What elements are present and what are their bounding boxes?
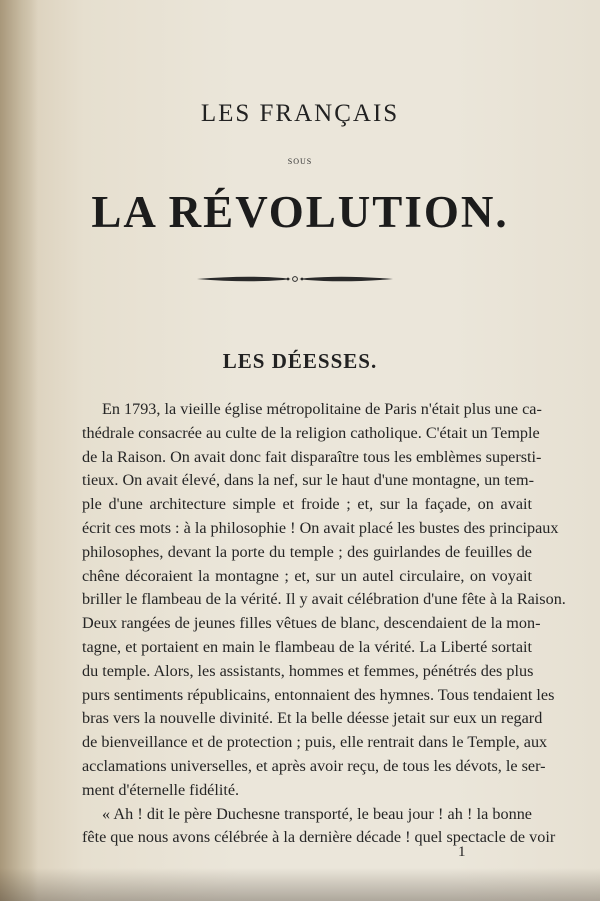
text-line: chêne décoraient la montagne ; et, sur un autel circulaire, on voyait	[82, 566, 532, 585]
page-number: 1	[458, 844, 466, 860]
text-line: briller le flambeau de la vérité. Il y avait célébration d'une fête à la Raison.	[82, 590, 566, 609]
text-line: fête que nous avons célébrée à la dernière décade ! quel spectacle de voir	[82, 828, 556, 847]
page-gutter	[0, 0, 38, 901]
text-line: du temple. Alors, les assistants, hommes et femmes, pénétrés des plus	[82, 661, 534, 680]
page-edge-shadow	[0, 868, 600, 901]
text-line: thédrale consacrée au culte de la religion catholique. C'était un Temple	[82, 423, 540, 442]
text-line: Deux rangées de jeunes filles vêtues de blanc, descendaient de la mon-	[82, 614, 541, 633]
series-title: LES FRANÇAIS	[200, 100, 400, 127]
body-paragraphs	[82, 398, 566, 850]
text-line: acclamations universelles, et après avoir reçu, de tous les dévots, le ser-	[82, 756, 546, 775]
text-line: purs sentiments républicains, entonnaient des hymnes. Tous tendaient les	[82, 685, 555, 704]
ornament-divider-icon	[195, 272, 395, 286]
text-line: En 1793, la vieille église métropolitaine de Paris n'était plus une ca-	[102, 400, 542, 418]
text-line: ple d'une architecture simple et froide ; et, sur la façade, on avait	[82, 495, 532, 514]
text-line: philosophes, devant la porte du temple ; des guirlandes de feuilles de	[82, 542, 532, 561]
section-title: LES DÉESSES.	[222, 349, 378, 373]
text-line: écrit ces mots : à la philosophie ! On avait placé les bustes des principaux	[82, 518, 559, 537]
title-connector: SOUS	[287, 157, 313, 166]
text-line: tagne, et portaient en main le flambeau de la vérité. La Liberté sortait	[82, 637, 532, 656]
text-line: « Ah ! dit le père Duchesne transporté, le beau jour ! ah ! la bonne	[102, 804, 532, 823]
text-line: ment d'éternelle fidélité.	[82, 780, 240, 799]
text-line: de la Raison. On avait donc fait disparaître tous les emblèmes supersti-	[82, 447, 542, 466]
text-line: bras vers la nouvelle divinité. Et la belle déesse jetait sur eux un regard	[82, 709, 543, 728]
main-title: LA RÉVOLUTION.	[91, 187, 509, 237]
text-line: tieux. On avait élevé, dans la nef, sur le haut d'une montagne, un tem-	[82, 471, 534, 490]
text-line: de bienveillance et de protection ; puis, elle rentrait dans le Temple, aux	[82, 733, 548, 752]
